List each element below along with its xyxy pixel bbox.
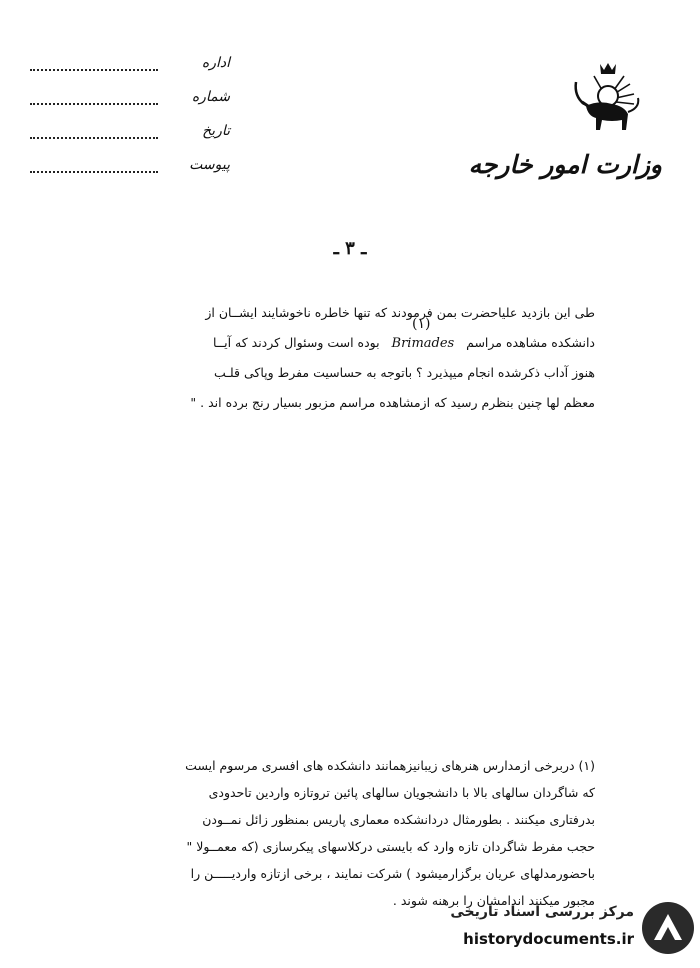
footnote [95, 752, 595, 914]
footnote-line: که شاگردان سالهای بالا با دانشجویان سالهای پائین تروتازه واردین تاحدودی [208, 785, 595, 800]
latin-term: Brimades [391, 336, 455, 351]
field-label: اداره [201, 55, 230, 71]
form-field-department [30, 55, 230, 89]
footnote-line: بدرفتاری میکنند . بطورمثال دردانشکده معماری پاریس بمنظور زائل نمــودن [202, 812, 595, 827]
line-segment: بوده است وسئوال کردند که آیــا [212, 335, 380, 350]
field-label: پیوست [189, 157, 230, 173]
page-number: ـ ۳ ـ [333, 238, 367, 259]
footnote-reference-mark: (۱) [412, 316, 431, 332]
dotted-line [30, 103, 158, 105]
ministry-title: وزارت امور خارجه [468, 150, 662, 179]
dotted-line [30, 171, 158, 173]
main-paragraph [95, 298, 595, 418]
footnote-line: حجب مفرط شاگردان تازه وارد که بایستی درکلاسهای پیکرسازی (که معمــولا " [186, 839, 595, 854]
archive-logo-icon [640, 900, 696, 956]
footnote-line: (۱) دربرخی ازمدارس هنرهای زیبانیزهمانند دانشکده های افسری مرسوم ایست [185, 758, 595, 773]
form-field-number [30, 89, 230, 123]
footnote-line: باحضورمدلهای عریان برگزارمیشود ) شرکت نمایند ، برخی ازتازه واردیـــــن را [190, 866, 595, 881]
watermark [400, 892, 698, 966]
lion-and-sun-emblem-icon [568, 60, 648, 140]
dotted-line [30, 69, 158, 71]
watermark-url: historydocuments.ir [463, 930, 634, 948]
field-label: تاریخ [202, 123, 230, 139]
field-label: شماره [191, 89, 230, 105]
dotted-line [30, 137, 158, 139]
watermark-title: مرکز بررسی اسناد تاریخی [450, 904, 634, 920]
line-segment: دانشکده مشاهده مراسم [466, 335, 595, 350]
header-form-fields [30, 55, 230, 191]
paragraph-line: معظم لها چنین بنظرم رسید که ازمشاهده مراسم مزبور بسیار رنج برده اند . " [190, 395, 595, 410]
paragraph-line: طی این بازدید علیاحضرت بمن فرمودند که تنها خاطره ناخوشایند ایشــان از [205, 305, 595, 320]
form-field-attachment [30, 157, 230, 191]
paragraph-line [95, 328, 595, 358]
footnote-line: مجبور میکنند اندامشان را برهنه شوند . [392, 893, 595, 908]
paragraph-line: هنوز آداب ذکرشده انجام میپذیرد ؟ باتوجه به حساسیت مفرط وپاکی قلـب [213, 365, 595, 380]
form-field-date [30, 123, 230, 157]
